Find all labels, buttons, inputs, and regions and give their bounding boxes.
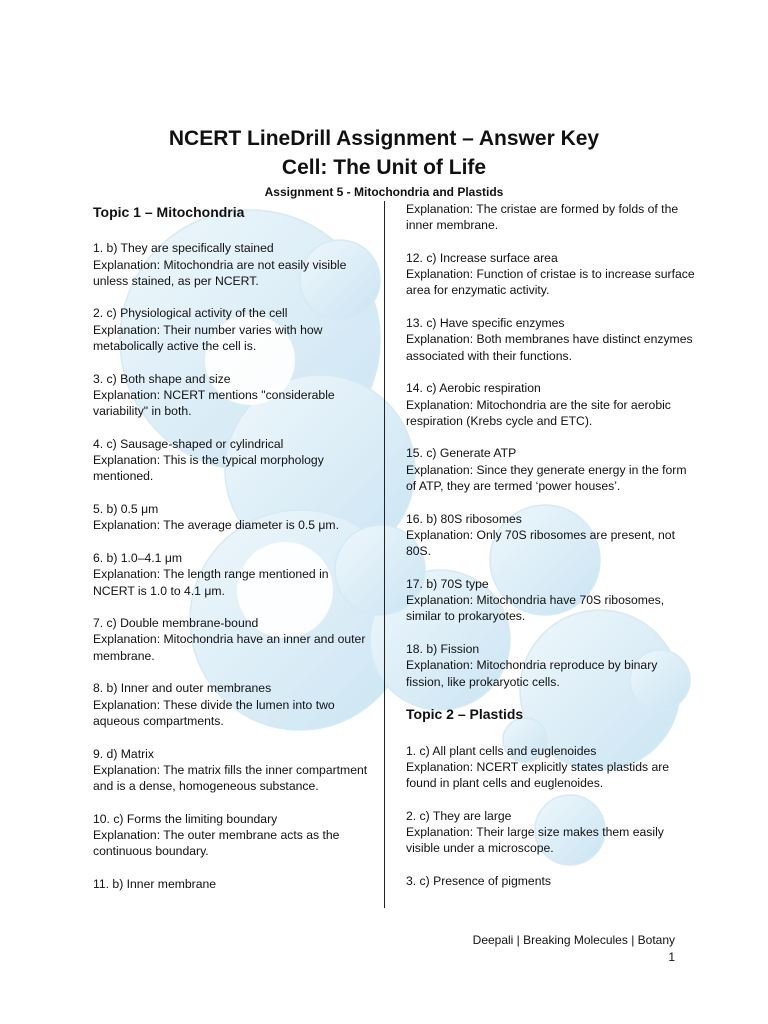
answer-item-continued (406, 201, 696, 234)
answer-list (406, 743, 696, 890)
explanation (93, 257, 373, 290)
answer-item (93, 240, 373, 289)
explanation-text: These divide the lumen into two aqueous compartments. (93, 697, 335, 728)
explanation-label: Explanation: (406, 593, 474, 608)
explanation-label: Explanation: (406, 462, 474, 477)
answer-text: 8. b) Inner and outer membranes (93, 681, 272, 696)
explanation (406, 462, 696, 495)
explanation (406, 657, 696, 690)
explanation-text: The average diameter is 0.5 μm. (160, 518, 339, 533)
left-column (93, 204, 373, 908)
answer-item (406, 250, 696, 299)
footer-credit: Deepali | Breaking Molecules | Botany (472, 933, 675, 947)
assignment-heading: Assignment 5 - Mitochondria and Plastids (264, 185, 504, 199)
explanation-text: Mitochondria have 70S ribosomes, similar to prokaryotes. (406, 593, 665, 624)
answer-item (93, 811, 373, 860)
explanation-text: The cristae are formed by folds of the inner membrane. (406, 202, 679, 233)
explanation-text: The length range mentioned in NCERT is 1.0 to 4.1 μm. (93, 567, 329, 598)
answer-text: 11. b) Inner membrane (93, 876, 217, 891)
explanation-label: Explanation: (93, 762, 161, 777)
answer-item (93, 501, 373, 534)
answer-text: 14. c) Aerobic respiration (406, 381, 541, 396)
explanation-label: Explanation: (406, 527, 474, 542)
explanation (406, 592, 696, 625)
answer-item (93, 305, 373, 354)
answer-text: 13. c) Have specific enzymes (406, 316, 565, 331)
answer-item (93, 680, 373, 729)
explanation (406, 331, 696, 364)
explanation (93, 631, 373, 664)
page-footer (473, 932, 675, 966)
explanation-label: Explanation: (93, 453, 161, 468)
explanation (406, 266, 696, 299)
explanation-text: This is the typical morphology mentioned. (93, 453, 324, 484)
answer-item (406, 743, 696, 792)
explanation-text: Their number varies with how metabolically active the cell is. (93, 322, 323, 354)
answer-item (93, 876, 373, 892)
answer-item (406, 315, 696, 364)
explanation-label: Explanation: (93, 827, 161, 842)
explanation-label: Explanation: (406, 658, 474, 673)
explanation-text: Mitochondria are not easily visible unless stained, as per NCERT. (93, 257, 347, 288)
answer-text: 6. b) 1.0–4.1 μm (93, 550, 182, 565)
explanation-label: Explanation: (93, 257, 161, 272)
explanation-label: Explanation: (93, 567, 161, 582)
right-column (406, 201, 696, 905)
answer-item (406, 873, 696, 889)
page-subtitle: Cell: The Unit of Life (281, 156, 487, 179)
explanation-text: Mitochondria are the site for aerobic respiration (Krebs cycle and ETC). (406, 397, 671, 428)
explanation-label: Explanation: (93, 518, 161, 533)
answer-item (406, 808, 696, 857)
answer-text: 4. c) Sausage-shaped or cylindrical (93, 436, 284, 451)
explanation (93, 387, 373, 420)
explanation-label: Explanation: (406, 397, 474, 412)
explanation (406, 759, 696, 792)
answer-item (406, 641, 696, 690)
explanation (406, 824, 696, 857)
topic-heading: Topic 1 – Mitochondria (93, 204, 245, 220)
answer-item (93, 550, 373, 599)
answer-text: 12. c) Increase surface area (406, 250, 558, 265)
explanation (93, 452, 373, 485)
explanation (93, 566, 373, 599)
answer-text: 17. b) 70S type (406, 576, 489, 591)
answer-item (93, 436, 373, 485)
answer-list (93, 240, 373, 892)
answer-item (93, 746, 373, 795)
page-title: NCERT LineDrill Assignment – Answer Key (168, 127, 600, 150)
topic-heading: Topic 2 – Plastids (406, 706, 524, 723)
explanation (93, 762, 373, 795)
explanation-text: Function of cristae is to increase surface area for enzymatic activity. (406, 267, 695, 298)
explanation (406, 397, 696, 430)
answer-text: 15. c) Generate ATP (406, 446, 517, 461)
explanation-text: Their large size makes them easily visible under a microscope. (406, 824, 664, 856)
answer-text: 1. c) All plant cells and euglenoides (406, 743, 597, 758)
explanation (406, 201, 696, 234)
explanation (93, 517, 373, 533)
explanation-label: Explanation: (406, 759, 474, 774)
column-divider (384, 201, 385, 908)
explanation (93, 827, 373, 860)
explanation-label: Explanation: (93, 697, 161, 712)
answer-item (406, 445, 696, 494)
answer-text: 9. d) Matrix (93, 746, 154, 761)
answer-item (406, 380, 696, 429)
explanation-text: The outer membrane acts as the continuous boundary. (93, 827, 340, 859)
answer-text: 3. c) Presence of pigments (406, 873, 551, 888)
answer-text: 10. c) Forms the limiting boundary (93, 811, 278, 826)
explanation-label: Explanation: (406, 267, 474, 282)
explanation-label: Explanation: (93, 387, 161, 402)
explanation (93, 697, 373, 730)
explanation-label: Explanation: (406, 332, 474, 347)
answer-list (406, 250, 696, 690)
answer-text: 18. b) Fission (406, 642, 480, 657)
answer-item (406, 576, 696, 625)
explanation (93, 322, 373, 355)
explanation (406, 527, 696, 560)
explanation-text: NCERT mentions "considerable variability" in both. (93, 387, 335, 419)
explanation-text: Mitochondria have an inner and outer membrane. (93, 632, 366, 663)
explanation-label: Explanation: (406, 202, 474, 216)
explanation-text: Only 70S ribosomes are present, not 80S. (406, 527, 675, 559)
answer-text: 2. c) They are large (406, 808, 512, 823)
answer-text: 16. b) 80S ribosomes (406, 511, 522, 526)
answer-text: 2. c) Physiological activity of the cell (93, 306, 288, 321)
answer-item (93, 371, 373, 420)
explanation-text: Mitochondria reproduce by binary fission, like prokaryotic cells. (406, 658, 658, 689)
explanation-label: Explanation: (93, 632, 161, 647)
explanation-text: Since they generate energy in the form of ATP, they are termed ‘power houses’. (406, 462, 687, 494)
explanation-label: Explanation: (93, 322, 161, 337)
answer-text: 3. c) Both shape and size (93, 371, 231, 386)
explanation-text: NCERT explicitly states plastids are found in plant cells and euglenoides. (406, 759, 670, 791)
answer-text: 7. c) Double membrane-bound (93, 616, 259, 631)
answer-item (406, 511, 696, 560)
explanation-label: Explanation: (406, 824, 474, 839)
page-number: 1 (668, 950, 675, 964)
answer-text: 1. b) They are specifically stained (93, 241, 274, 256)
explanation-text: The matrix fills the inner compartment and is a dense, homogeneous substance. (93, 762, 368, 794)
answer-text: 5. b) 0.5 μm (93, 502, 159, 517)
explanation-text: Both membranes have distinct enzymes associated with their functions. (406, 332, 693, 363)
answer-item (93, 615, 373, 664)
